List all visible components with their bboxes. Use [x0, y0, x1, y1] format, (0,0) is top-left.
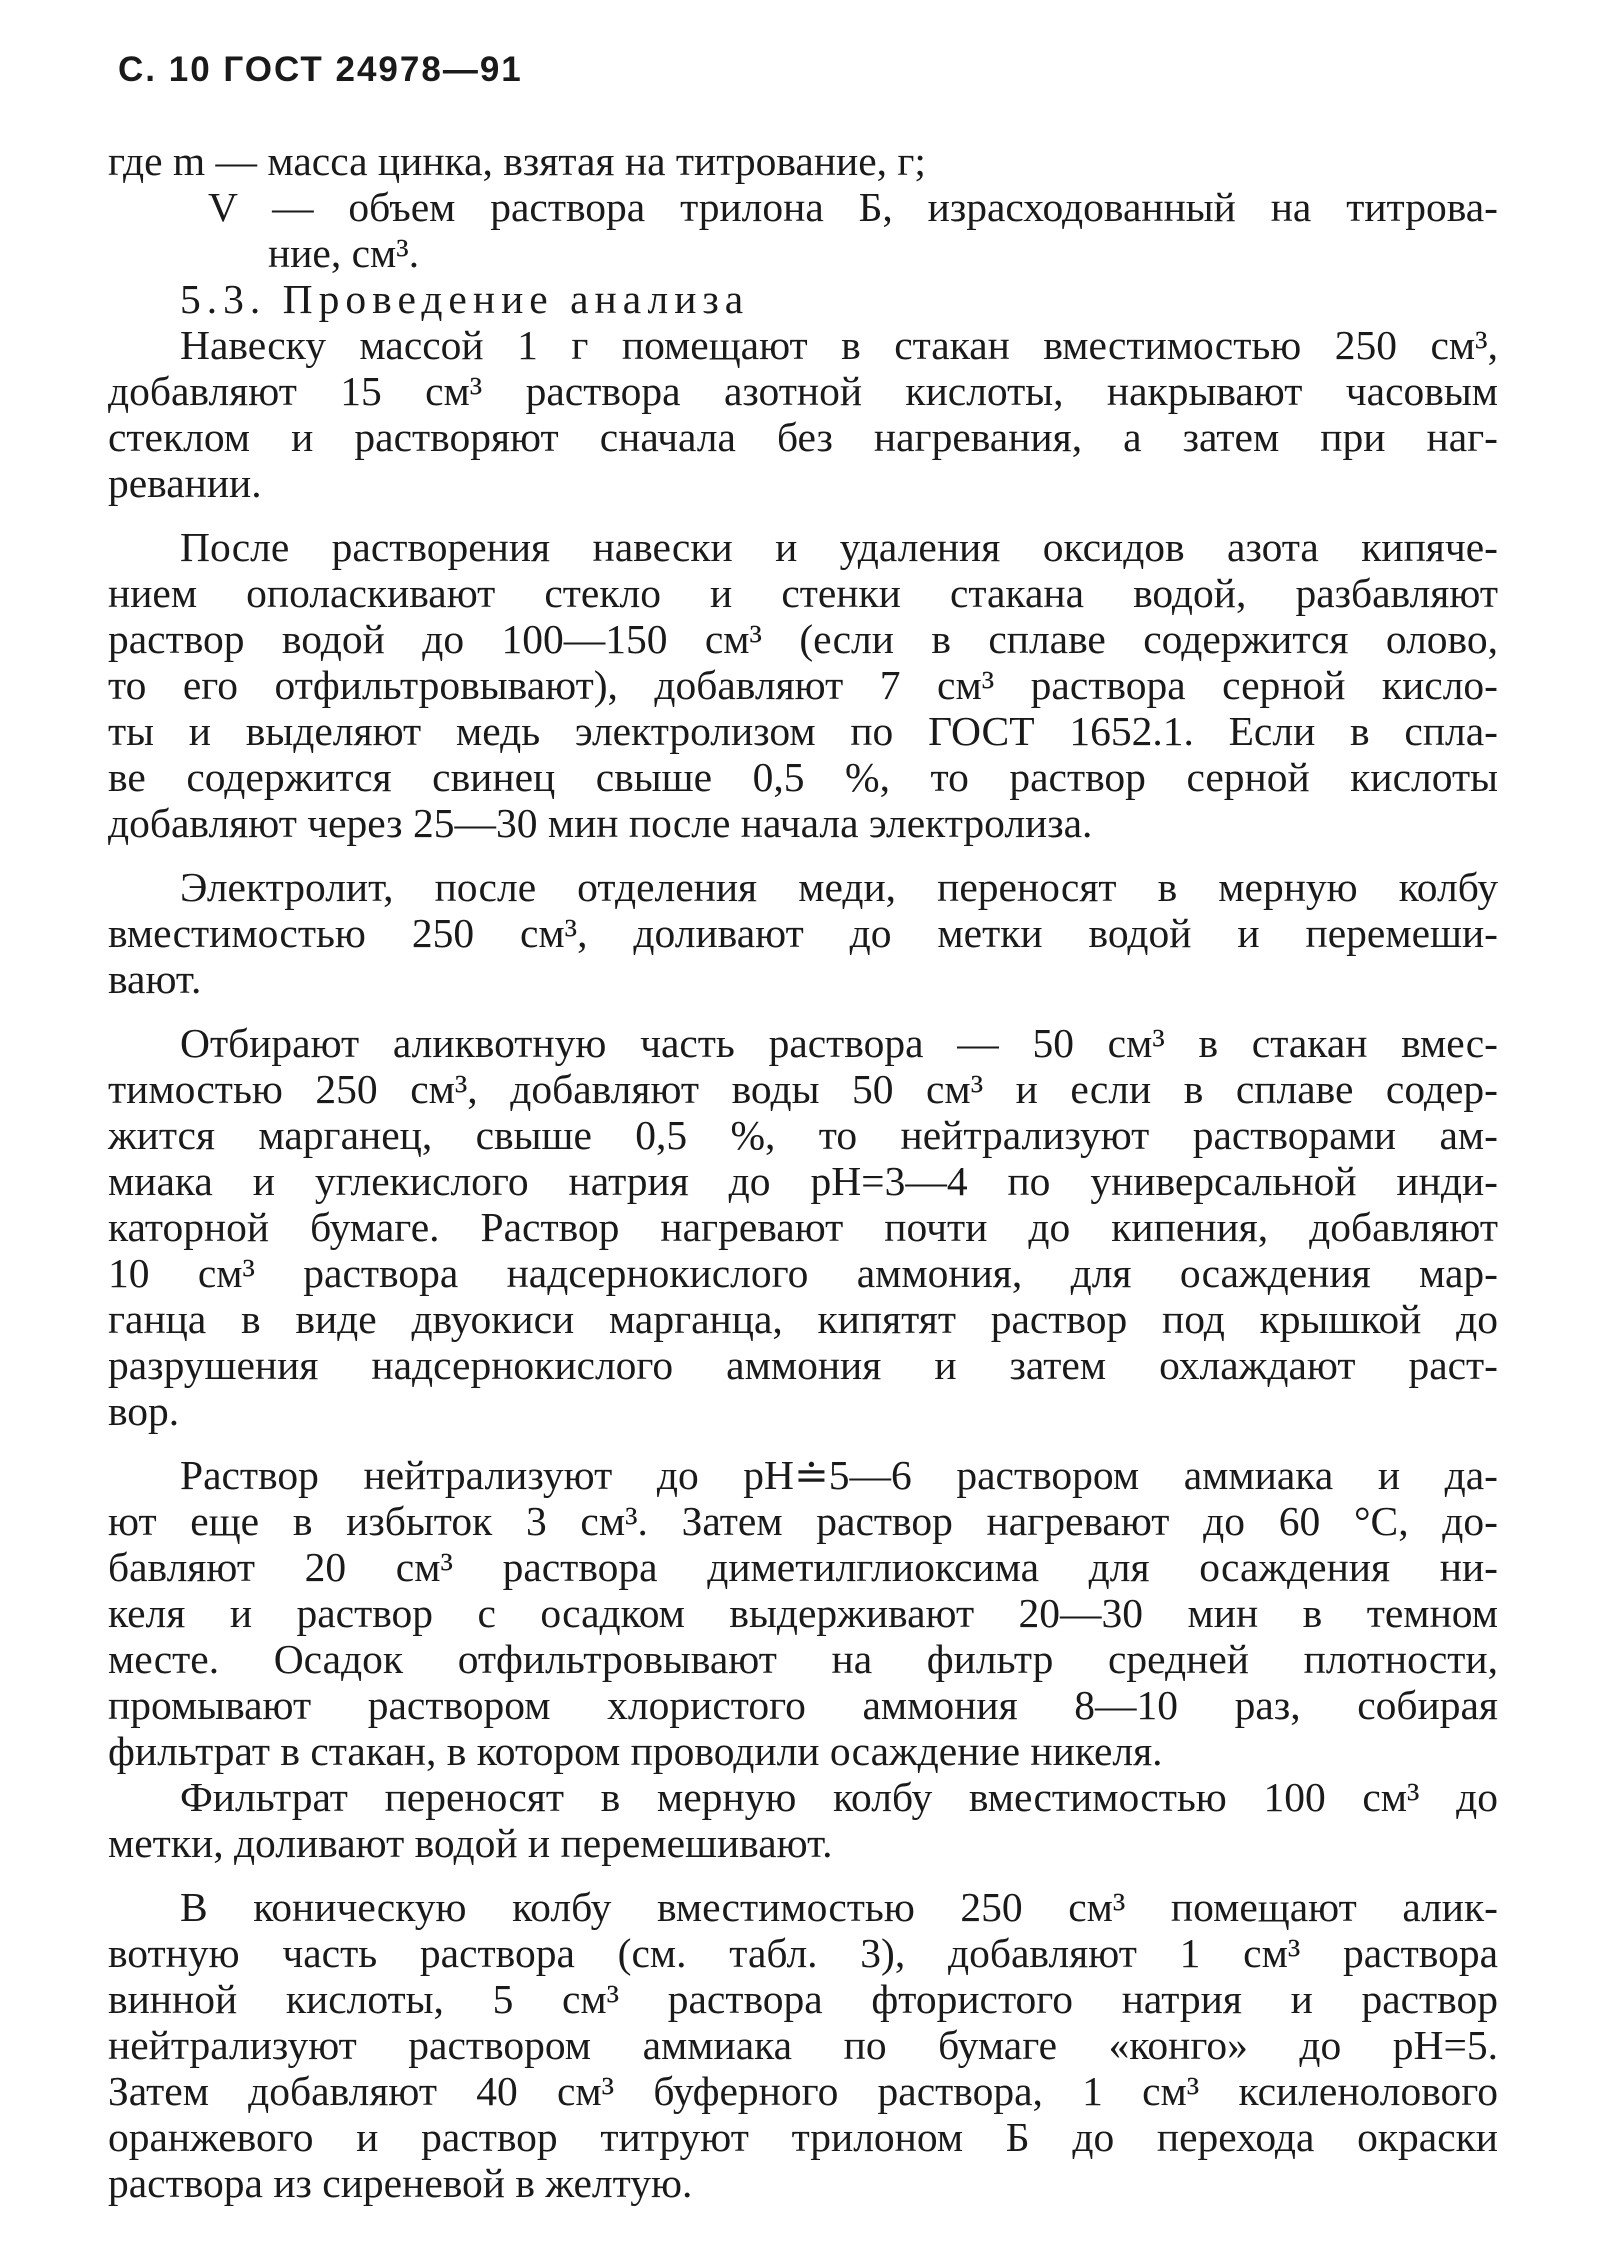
text-line: ганца в виде двуокиси марганца, кипятят раствор под крышкой до — [108, 1296, 1498, 1342]
text-line: вор. — [108, 1388, 180, 1434]
text-line: раствора из сиреневой в желтую. — [108, 2160, 693, 2206]
text-line: вают. — [108, 956, 202, 1002]
text-line: нием ополаскивают стекло и стенки стакана водой, разбавляют — [108, 570, 1498, 616]
section-heading: 5.3. Проведение анализа — [180, 276, 750, 322]
text-line: тимостью 250 см³, добавляют воды 50 см³ и если в сплаве содер- — [108, 1066, 1498, 1112]
text-line: ты и выделяют медь электролизом по ГОСТ 1652.1. Если в спла- — [108, 708, 1498, 754]
text-line: ве содержится свинец свыше 0,5 %, то раствор серной кислоты — [108, 754, 1498, 800]
text-line: Фильтрат переносят в мерную колбу вместимостью 100 см³ до — [180, 1774, 1498, 1820]
text-line: 10 см³ раствора надсернокислого аммония, для осаждения мар- — [108, 1250, 1498, 1296]
text-line: Раствор нейтрализуют до pH≐5—6 раствором аммиака и да- — [180, 1452, 1498, 1498]
text-line: месте. Осадок отфильтровывают на фильтр средней плотности, — [108, 1636, 1498, 1682]
text-line: оранжевого и раствор титруют трилоном Б до перехода окраски — [108, 2114, 1498, 2160]
text-line: добавляют 15 см³ раствора азотной кислоты, накрывают часовым — [108, 368, 1498, 414]
text-line: промывают раствором хлористого аммония 8—10 раз, собирая — [108, 1682, 1498, 1728]
text-line: нейтрализуют раствором аммиака по бумаге «конго» до pH=5. — [108, 2022, 1498, 2068]
text-line: где m — масса цинка, взятая на титрование, г; — [108, 138, 926, 184]
text-line: жится марганец, свыше 0,5 %, то нейтрализуют растворами ам- — [108, 1112, 1498, 1158]
text-line: ревании. — [108, 460, 262, 506]
text-line: Отбирают аликвотную часть раствора — 50 см³ в стакан вмес- — [180, 1020, 1498, 1066]
text-line: ние, см³. — [268, 230, 420, 276]
text-line: то его отфильтровывают), добавляют 7 см³ раствора серной кисло- — [108, 662, 1498, 708]
text-line: После растворения навески и удаления оксидов азота кипяче- — [180, 524, 1498, 570]
text-line: добавляют через 25—30 мин после начала электролиза. — [108, 800, 1093, 846]
text-line: каторной бумаге. Раствор нагревают почти до кипения, добавляют — [108, 1204, 1498, 1250]
text-line: В коническую колбу вместимостью 250 см³ помещают алик- — [180, 1884, 1498, 1930]
text-line: винной кислоты, 5 см³ раствора фтористого натрия и раствор — [108, 1976, 1498, 2022]
text-line: метки, доливают водой и перемешивают. — [108, 1820, 833, 1866]
text-line: стеклом и растворяют сначала без нагревания, а затем при наг- — [108, 414, 1498, 460]
text-line: V — объем раствора трилона Б, израсходованный на титрова- — [208, 184, 1498, 230]
text-line: вотную часть раствора (см. табл. 3), добавляют 1 см³ раствора — [108, 1930, 1498, 1976]
text-line: Навеску массой 1 г помещают в стакан вместимостью 250 см³, — [180, 322, 1498, 368]
text-line: раствор водой до 100—150 см³ (если в сплаве содержится олово, — [108, 616, 1498, 662]
text-line: миака и углекислого натрия до pH=3—4 по универсальной инди- — [108, 1158, 1498, 1204]
text-line: фильтрат в стакан, в котором проводили осаждение никеля. — [108, 1728, 1163, 1774]
page-header: С. 10 ГОСТ 24978—91 — [118, 50, 523, 89]
text-line: Электролит, после отделения меди, переносят в мерную колбу — [180, 864, 1498, 910]
text-line: келя и раствор с осадком выдерживают 20—30 мин в темном — [108, 1590, 1498, 1636]
text-line: Затем добавляют 40 см³ буферного раствора, 1 см³ ксиленолового — [108, 2068, 1498, 2114]
text-line: вместимостью 250 см³, доливают до метки водой и перемеши- — [108, 910, 1498, 956]
text-line: разрушения надсернокислого аммония и затем охлаждают раст- — [108, 1342, 1498, 1388]
text-line: ют еще в избыток 3 см³. Затем раствор нагревают до 60 °С, до- — [108, 1498, 1498, 1544]
text-line: бавляют 20 см³ раствора диметилглиоксима для осаждения ни- — [108, 1544, 1498, 1590]
body-text — [108, 138, 1498, 2206]
